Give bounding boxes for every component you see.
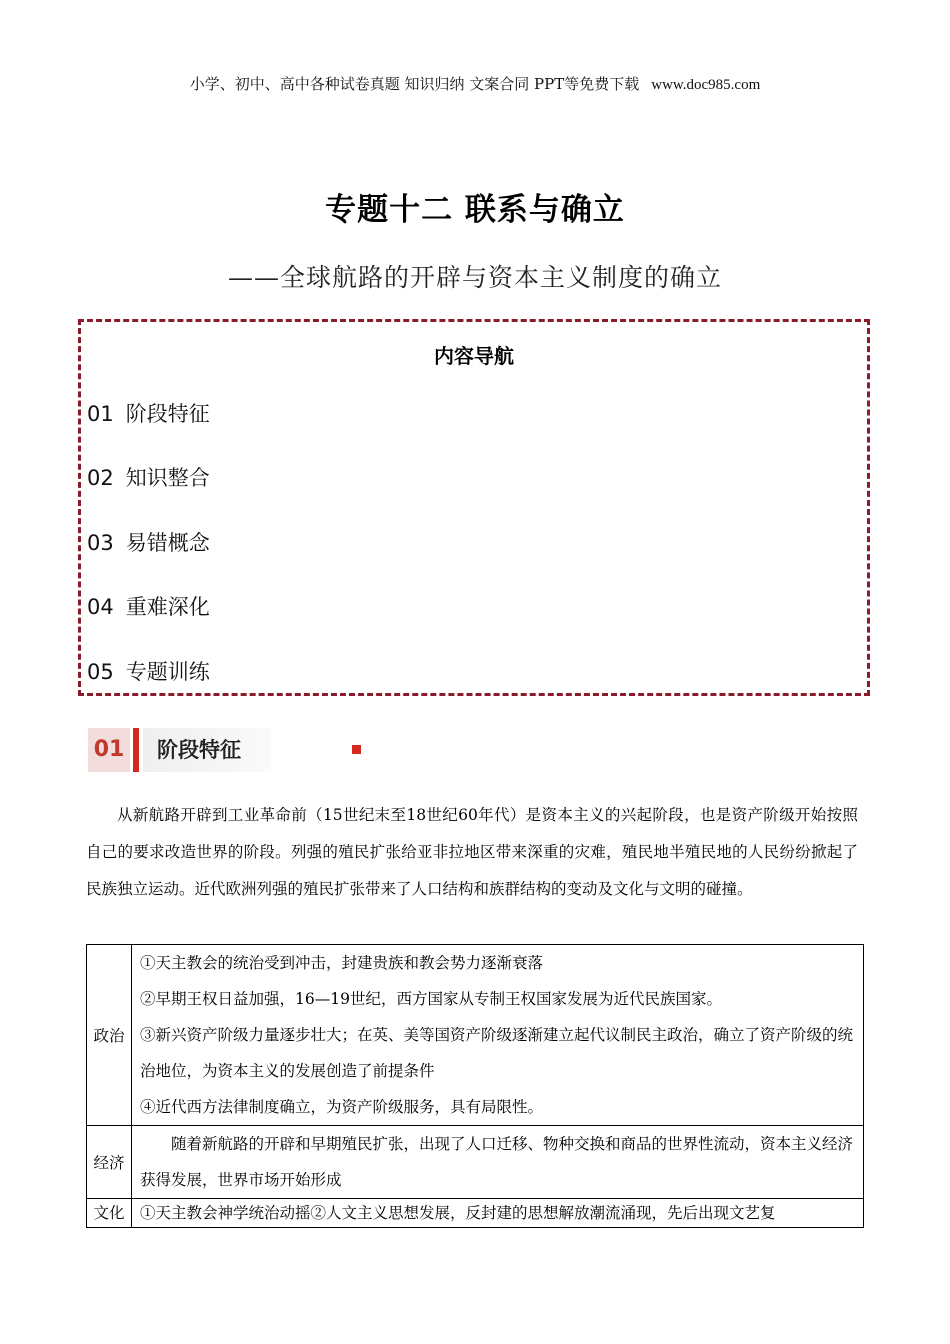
section-heading (88, 728, 278, 772)
section-number: 01 (88, 728, 130, 772)
table-row-economy (87, 1126, 864, 1199)
row-body-politics (132, 945, 864, 1126)
intro-paragraph: 从新航路开辟到工业革命前（15世纪末至18世纪60年代）是资本主义的兴起阶段，也是资产阶级开始按照自己的要求改造世界的阶段。列强的殖民扩张给亚非拉地区带来深重的灾难，殖民地半殖民地的人民纷纷掀起了民族独立运动。近代欧洲列强的殖民扩张带来了人口结构和族群结构的变动及文化与文明的碰撞。 (86, 806, 858, 898)
nav-item-03[interactable] (87, 527, 210, 557)
table-row-politics (87, 945, 864, 1126)
culture-text: ①天主教会神学统治动摇②人文主义思想发展，反封建的思想解放潮流涌现，先后出现文艺复 (140, 1204, 776, 1222)
politics-line: ①天主教会的统治受到冲击，封建贵族和教会势力逐渐衰落 (140, 954, 544, 972)
nav-item-label: 专题训练 (125, 660, 210, 684)
nav-item-number: 05 (87, 660, 114, 684)
nav-item-number: 04 (87, 595, 114, 619)
economy-text: 随着新航路的开辟和早期殖民扩张，出现了人口迁移、物种交换和商品的世界性流动，资本主义经济获得发展，世界市场开始形成 (140, 1135, 854, 1189)
section-label: 阶段特征 (143, 728, 271, 772)
section-accent-bar (133, 728, 139, 772)
row-head-politics: 政治 (87, 945, 132, 1126)
nav-item-04[interactable] (87, 591, 210, 621)
row-body-culture (132, 1199, 864, 1228)
header-text: 小学、初中、高中各种试卷真题 知识归纳 文案合同 PPT等免费下载 (189, 75, 640, 93)
header-site-link[interactable]: www.doc985.com (651, 77, 761, 93)
nav-item-02[interactable] (87, 462, 210, 492)
content-navigation-box (78, 319, 870, 696)
row-head-culture: 文化 (87, 1199, 132, 1228)
page-header (0, 74, 950, 95)
nav-title: 内容导航 (434, 344, 514, 368)
nav-item-05[interactable] (87, 656, 210, 686)
nav-item-number: 02 (87, 466, 114, 490)
page-subtitle: ——全球航路的开辟与资本主义制度的确立 (227, 263, 722, 292)
table-row-culture (87, 1199, 864, 1228)
page-title: 专题十二 联系与确立 (325, 192, 625, 228)
nav-item-number: 03 (87, 531, 114, 555)
row-head-economy: 经济 (87, 1126, 132, 1199)
nav-item-label: 易错概念 (125, 531, 210, 555)
politics-line: ③新兴资产阶级力量逐步壮大；在英、美等国资产阶级逐渐建立起代议制民主政治，确立了资产阶级的统治地位，为资本主义的发展创造了前提条件 (140, 1026, 854, 1080)
row-body-economy (132, 1126, 864, 1199)
nav-item-label: 知识整合 (125, 466, 210, 490)
nav-item-01[interactable] (87, 398, 210, 428)
nav-item-label: 阶段特征 (125, 402, 210, 426)
politics-line: ④近代西方法律制度确立，为资产阶级服务，具有局限性。 (140, 1098, 544, 1116)
nav-item-label: 重难深化 (125, 595, 210, 619)
stage-features-table (86, 944, 864, 1228)
section-square-icon (352, 745, 361, 754)
nav-item-number: 01 (87, 402, 114, 426)
politics-line: ②早期王权日益加强，16—19世纪，西方国家从专制王权国家发展为近代民族国家。 (140, 990, 722, 1008)
